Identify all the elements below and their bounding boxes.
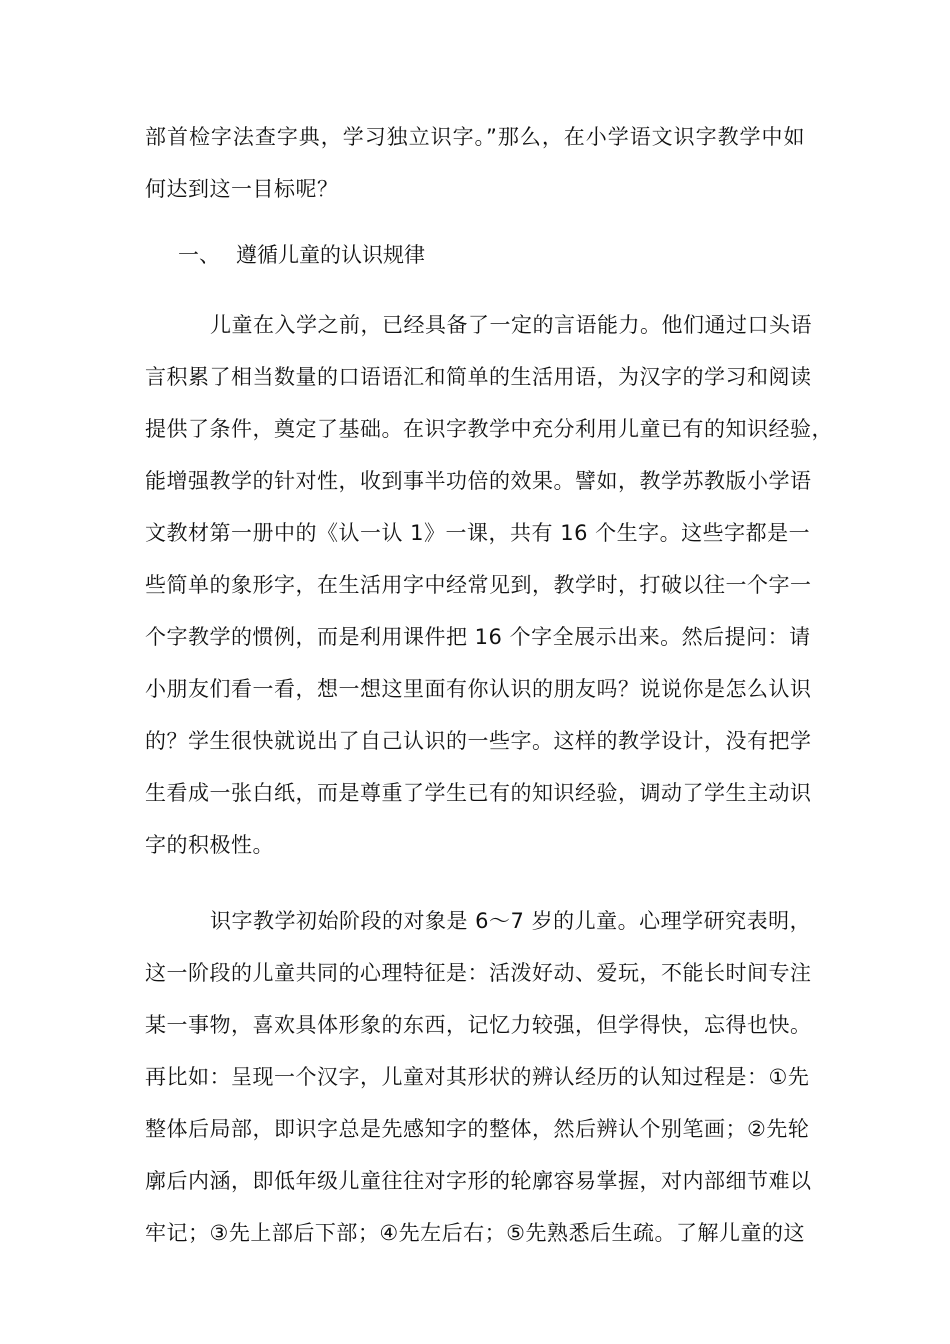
paragraph-1-line-2: 言积累了相当数量的口语语汇和简单的生活用语，为汉字的学习和阅读 [145, 365, 812, 389]
paragraph-2-line-5: 整体后局部，即识字总是先感知字的整体，然后辨认个别笔画；②先轮 [145, 1117, 810, 1141]
paragraph-2-line-2: 这一阶段的儿童共同的心理特征是：活泼好动、爱玩，不能长时间专注 [145, 961, 812, 985]
paragraph-1-line-10: 生看成一张白纸，而是尊重了学生已有的知识经验，调动了学生主动识 [145, 781, 812, 805]
paragraph-1-line-1: 儿童在入学之前，已经具备了一定的言语能力。他们通过口头语 [210, 313, 812, 337]
paragraph-1-line-6: 些简单的象形字，在生活用字中经常见到，教学时，打破以往一个字一 [145, 573, 812, 597]
paragraph-2-line-7: 牢记；③先上部后下部；④先左后右；⑤先熟悉后生疏。了解儿童的这 [145, 1221, 805, 1245]
section-number: 一、 [178, 243, 220, 267]
paragraph-1-line-3: 提供了条件，奠定了基础。在识字教学中充分利用儿童已有的知识经验， [145, 417, 833, 441]
paragraph-1-line-7: 个字教学的惯例，而是利用课件把 16 个字全展示出来。然后提问：请 [145, 625, 811, 649]
paragraph-1-line-8: 小朋友们看一看，想一想这里面有你认识的朋友吗？说说你是怎么认识 [145, 677, 812, 701]
intro-line-1: 部首检字法查字典，学习独立识字。”那么，在小学语文识字教学中如 [145, 125, 805, 149]
paragraph-1-line-5: 文教材第一册中的《认一认 1》一课，共有 16 个生字。这些字都是一 [145, 521, 811, 545]
paragraph-2-line-6: 廓后内涵，即低年级儿童往往对字形的轮廓容易掌握，对内部细节难以 [145, 1169, 812, 1193]
paragraph-1-line-4: 能增强教学的针对性，收到事半功倍的效果。譬如，教学苏教版小学语 [145, 469, 812, 493]
paragraph-1-line-9: 的？学生很快就说出了自己认识的一些字。这样的教学设计，没有把学 [145, 729, 812, 753]
paragraph-2-line-3: 某一事物，喜欢具体形象的东西，记忆力较强，但学得快，忘得也快。 [145, 1013, 812, 1037]
paragraph-1-line-11: 字的积极性。 [145, 833, 274, 857]
section-title: 遵循儿童的认识规律 [236, 243, 425, 267]
intro-line-2: 何达到这一目标呢？ [145, 177, 339, 201]
section-heading [178, 240, 425, 270]
paragraph-2-line-1: 识字教学初始阶段的对象是 6～7 岁的儿童。心理学研究表明， [210, 909, 812, 933]
paragraph-2-line-4: 再比如：呈现一个汉字，儿童对其形状的辨认经历的认知过程是：①先 [145, 1065, 810, 1089]
